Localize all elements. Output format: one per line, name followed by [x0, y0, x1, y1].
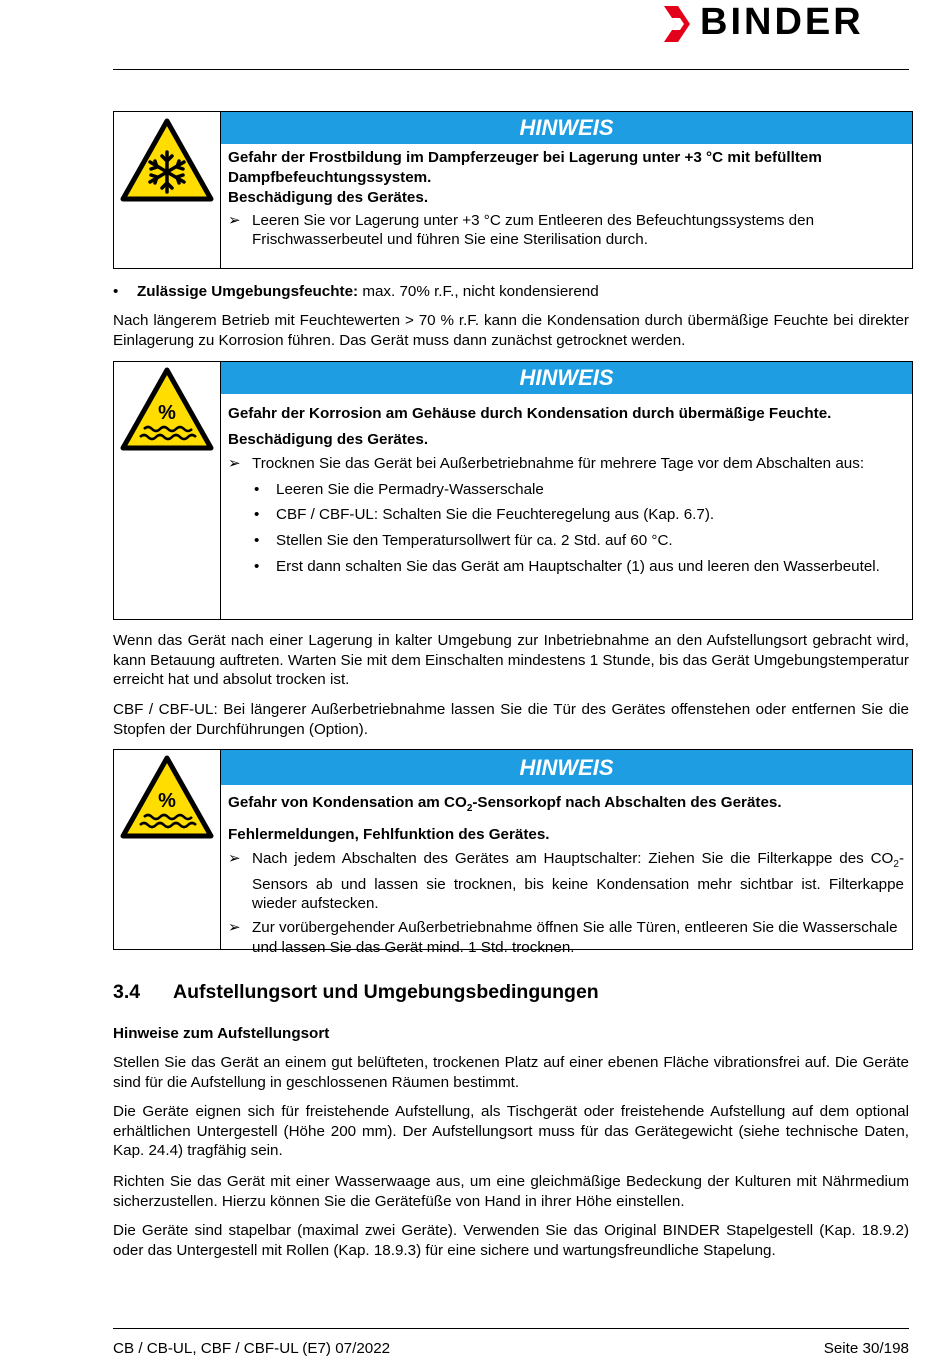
- sub-item-text: Erst dann schalten Sie das Gerät am Hauptschalter (1) aus und leeren den Wasserbeutel.: [276, 557, 880, 575]
- instruction-text: Leeren Sie vor Lagerung unter +3 °C zum Entleeren des Befeuchtungssystems den Frischwasserbeutel und führen Sie eine Sterilisation durch.: [252, 211, 815, 249]
- sub-list-item: [228, 531, 904, 551]
- notice-icon-cell: [114, 362, 221, 619]
- paragraph-cold-storage: Wenn das Gerät nach einer Lagerung in kalter Umgebung zur Inbetriebnahme an den Aufstellungsort gebracht wird, kann Betauung auftreten. Warten Sie mit dem Einschalten mindestens 1 Stunde, bis das Gerät Umgebungstemperatur erreicht hat und absolut trocken ist.: [113, 632, 909, 689]
- section-heading: [113, 981, 599, 1004]
- arrow-bullet-icon: ➢: [228, 919, 241, 937]
- consequence-text: Beschädigung des Gerätes.: [228, 430, 429, 448]
- hazard-text: Gefahr von Kondensation am $CO_2$-Sensorkopf nach Abschalten des Gerätes.: [228, 794, 782, 815]
- bullet-icon: •: [254, 557, 260, 575]
- brand-name: BINDER: [700, 1, 864, 43]
- notice-icon-cell: [114, 112, 221, 268]
- notice-corrosion: [113, 361, 913, 620]
- paragraph: Die Geräte sind stapelbar (maximal zwei Geräte). Verwenden Sie das Original BINDER Stapelgestell (Kap. 18.9.2) oder das Untergestell mit Rollen (Kap. 18.9.3) für eine sichere und wartungsfreundliche Stapelung.: [113, 1222, 909, 1259]
- binder-logo: [662, 1, 912, 44]
- arrow-bullet-icon: ➢: [228, 455, 241, 473]
- paragraph: Richten Sie das Gerät mit einer Wasserwaage aus, um eine gleichmäßige Bedeckung der Kulturen mit Nährmedium sicherzustellen. Hierzu können Sie die Gerätefüße von Hand in ihrer Höhe einstellen.: [113, 1173, 909, 1210]
- bullet-icon: •: [254, 480, 260, 498]
- sub-list-item: [228, 480, 904, 500]
- notice-title: HINWEIS: [221, 112, 912, 144]
- notice-condensation: [113, 749, 913, 956]
- frost-warning-icon: [120, 118, 214, 202]
- sub-item-text: Stellen Sie den Temperatursollwert für ca. 2 Std. auf 60 °C.: [276, 531, 673, 549]
- header-rule: [113, 69, 909, 70]
- instruction-text: Nach jedem Abschalten des Gerätes am Hauptschalter: Ziehen Sie die Filterkappe des $CO_2$-Sensors ab und lassen sie trocknen, bis keine Kondensation mehr sichtbar ist. Filterkappe wieder aufstecken.: [252, 850, 904, 913]
- instruction-text: Zur vorübergehender Außerbetriebnahme öffnen Sie alle Türen, entleeren Sie die Wasserschale und lassen Sie das Gerät mind. 1 Std. trocknen.: [252, 919, 898, 956]
- humidity-label: Zulässige Umgebungsfeuchte:: [137, 283, 359, 300]
- footer-rule: [113, 1328, 909, 1329]
- humidity-warning-icon: [120, 755, 214, 839]
- bullet-icon: •: [254, 506, 260, 524]
- paragraph-door: CBF / CBF-UL: Bei längerer Außerbetriebnahme lassen Sie die Tür des Gerätes offenstehen oder entfernen Sie die Stopfen der Durchführungen (Option).: [113, 701, 909, 738]
- arrow-bullet-icon: ➢: [228, 850, 241, 868]
- instruction-item: [228, 849, 904, 914]
- list-item-humidity: [113, 282, 909, 302]
- footer-document-id: CB / CB-UL, CBF / CBF-UL (E7) 07/2022: [113, 1340, 391, 1357]
- notice-title: HINWEIS: [221, 750, 912, 785]
- hazard-text: Gefahr der Korrosion am Gehäuse durch Kondensation durch übermäßige Feuchte.: [228, 405, 832, 422]
- notice-body: [228, 148, 904, 250]
- sub-list-item: [228, 505, 904, 525]
- sub-item-text: Leeren Sie die Permadry-Wasserschale: [276, 480, 544, 498]
- arrow-bullet-icon: ➢: [228, 211, 241, 229]
- instruction-item: [228, 918, 904, 957]
- consequence-text: Fehlermeldungen, Fehlfunktion des Gerätes.: [228, 825, 550, 843]
- sub-list-item: [228, 557, 904, 577]
- section-number: 3.4: [113, 981, 141, 1003]
- humidity-warning-icon: [120, 367, 214, 451]
- notice-body: [228, 404, 904, 576]
- instruction-item: [228, 211, 904, 250]
- bullet-icon: •: [254, 531, 260, 549]
- paragraph: Die Geräte eignen sich für freistehende Aufstellung, als Tischgerät oder freistehende Aufstellung auf dem optional erhältlichen Untergestell (Höhe 200 mm). Der Aufstellungsort muss für das Gerätegewicht (siehe technische Daten, Kap. 24.4) tragfähig sein.: [113, 1103, 909, 1160]
- consequence-text: Beschädigung des Gerätes.: [228, 189, 429, 207]
- notice-frost: [113, 111, 913, 269]
- humidity-value: max. 70% r.F., nicht kondensierend: [358, 283, 599, 300]
- sub-item-text: CBF / CBF-UL: Schalten Sie die Feuchteregelung aus (Kap. 6.7).: [276, 506, 715, 524]
- paragraph-humidity: Nach längerem Betrieb mit Feuchtewerten > 70 % r.F. kann die Kondensation durch übermäßige Feuchte bei direkter Einlagerung zu Korrosion führen. Das Gerät muss dann zunächst getrocknet werden.: [113, 312, 909, 349]
- binder-logo-icon: [662, 4, 696, 44]
- notice-title: HINWEIS: [221, 362, 912, 394]
- svg-text:%: %: [158, 402, 176, 424]
- svg-text:%: %: [158, 790, 176, 812]
- notice-icon-cell: [114, 750, 221, 949]
- footer-page-number: Seite 30/198: [823, 1340, 909, 1357]
- section-title: Aufstellungsort und Umgebungsbedingungen: [173, 981, 599, 1003]
- paragraph: Stellen Sie das Gerät an einem gut belüfteten, trockenen Platz auf einer ebenen Fläche vibrationsfrei auf. Die Geräte sind für die Aufstellung in geschlossenen Räumen bestimmt.: [113, 1054, 909, 1091]
- subheading: Hinweise zum Aufstellungsort: [113, 1025, 330, 1042]
- notice-body: [228, 793, 904, 957]
- hazard-text: Gefahr der Frostbildung im Dampferzeuger bei Lagerung unter +3 °C mit befülltem Dampfbefeuchtungssystem.: [228, 149, 822, 186]
- instruction-item: [228, 454, 904, 474]
- instruction-text: Trocknen Sie das Gerät bei Außerbetriebnahme für mehrere Tage vor dem Abschalten aus:: [252, 455, 865, 473]
- bullet-icon: •: [113, 283, 119, 300]
